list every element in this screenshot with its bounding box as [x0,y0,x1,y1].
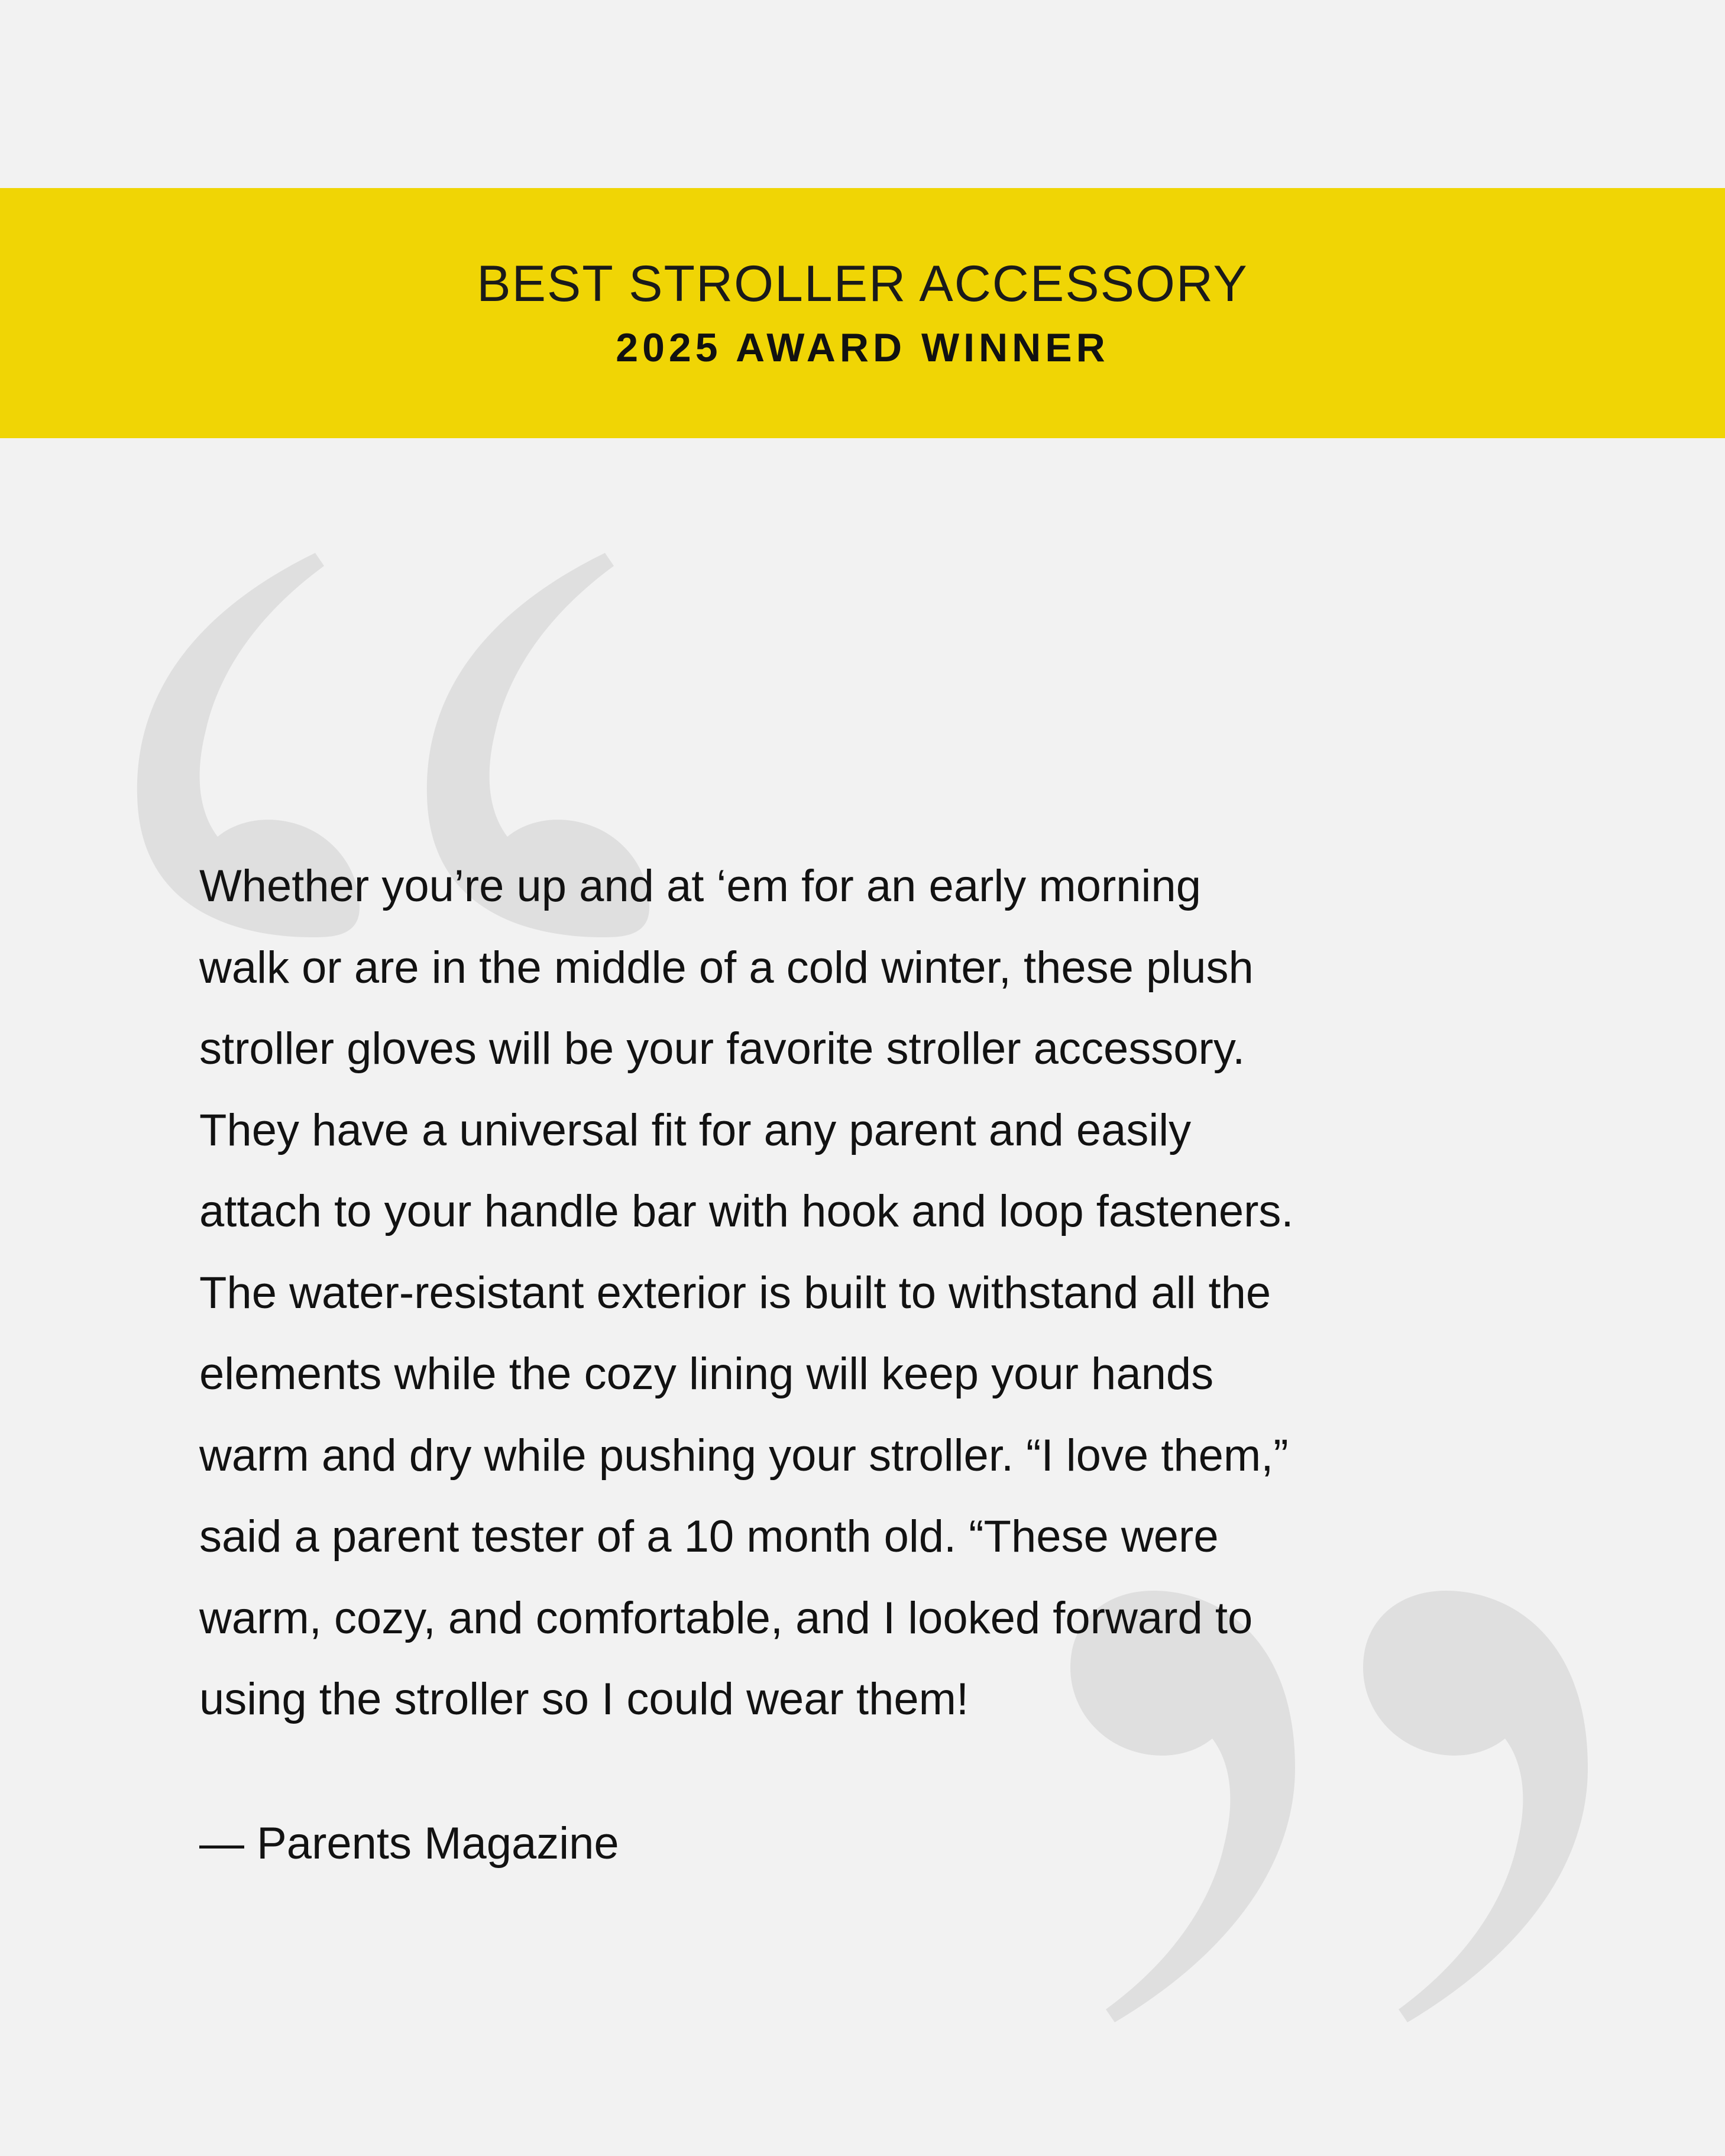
testimonial-line: warm, cozy, and comfortable, and I looked forward to [199,1592,1253,1643]
testimonial-line: walk or are in the middle of a cold winter, these plush [199,942,1254,993]
testimonial-line: They have a universal fit for any parent and easily [199,1105,1192,1155]
quote-attribution: — Parents Magazine [199,1818,619,1869]
testimonial-line: elements while the cozy lining will keep your hands [199,1349,1214,1399]
testimonial-line: attach to your handle bar with hook and loop fasteners. [199,1186,1294,1236]
testimonial-line: Whether you’re up and at ‘em for an early morning [199,861,1201,911]
award-title: BEST STROLLER ACCESSORY [477,255,1248,312]
testimonial-line: using the stroller so I could wear them! [199,1674,969,1724]
testimonial-line: said a parent tester of a 10 month old. “These were [199,1511,1219,1562]
testimonial-line: stroller gloves will be your favorite stroller accessory. [199,1024,1245,1074]
testimonial-text [199,846,1559,1740]
award-subtitle: 2025 AWARD WINNER [616,325,1109,370]
testimonial-line: warm and dry while pushing your stroller. “I love them,” [199,1430,1289,1481]
testimonial-line: The water-resistant exterior is built to withstand all the [199,1267,1271,1318]
